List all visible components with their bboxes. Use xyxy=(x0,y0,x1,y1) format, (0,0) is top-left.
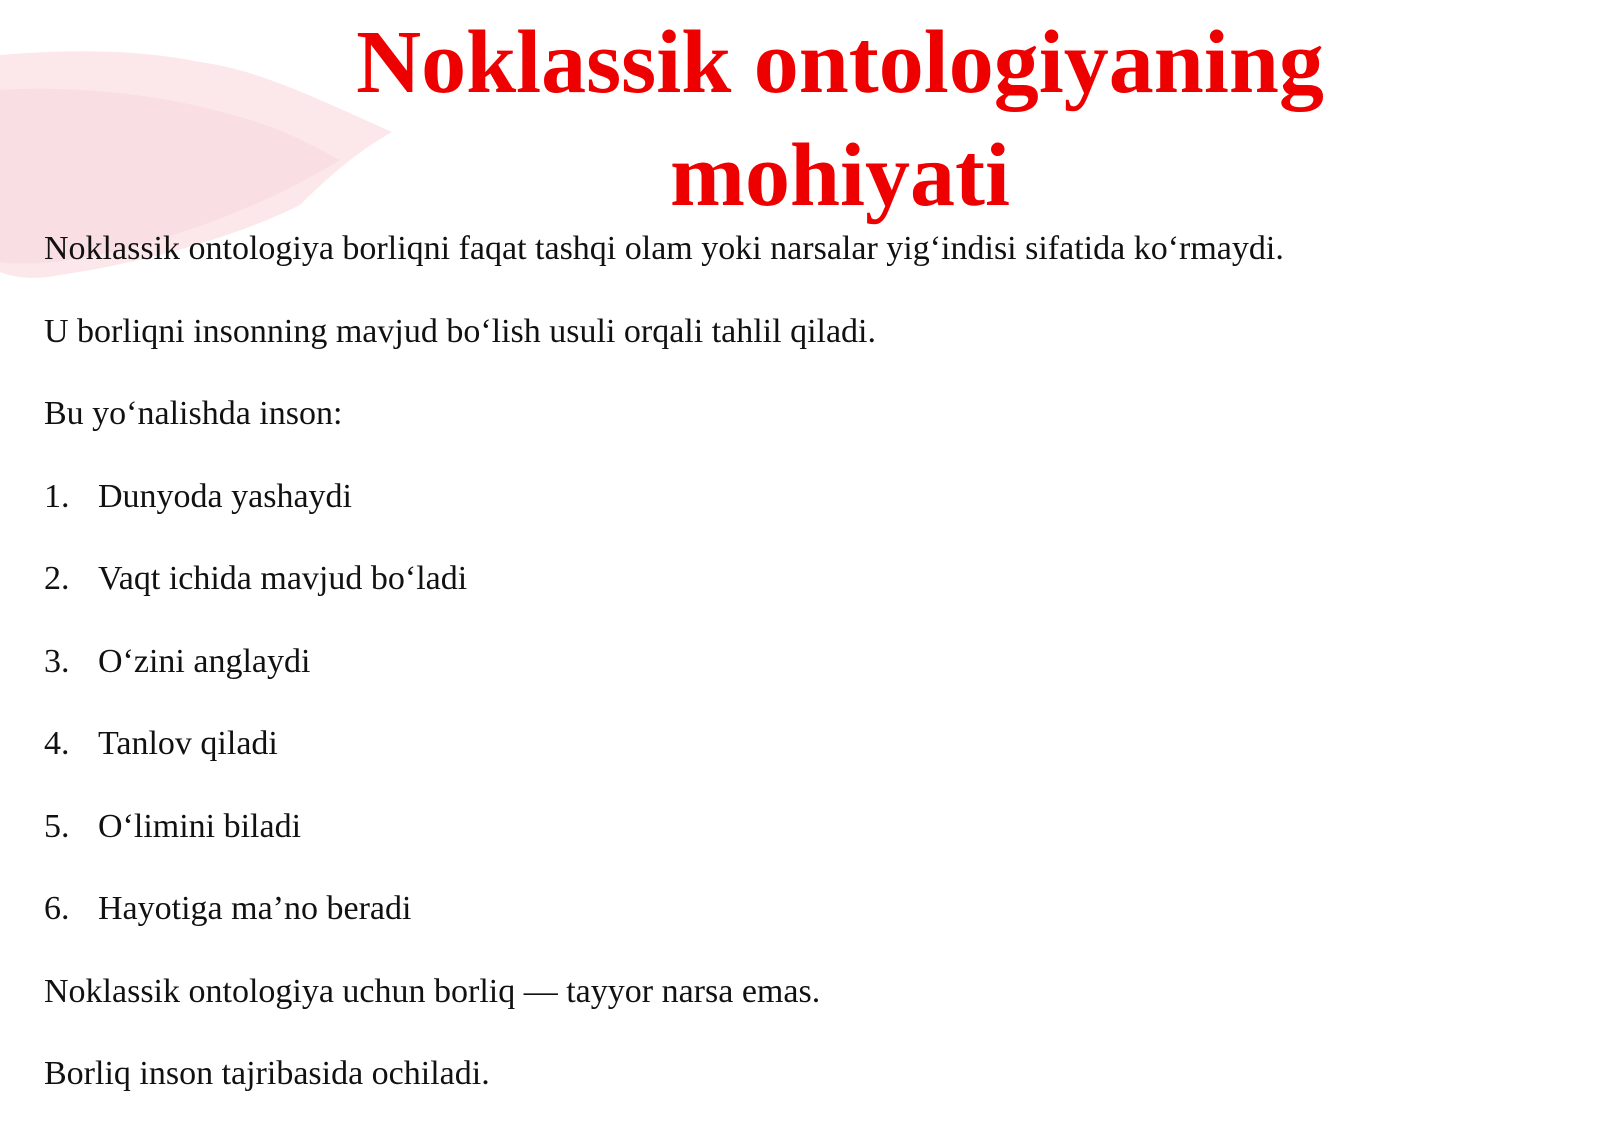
list-item xyxy=(44,718,1564,801)
list-item-text: Hayotiga ma’no beradi xyxy=(98,890,412,927)
list-item-text: Tanlov qiladi xyxy=(98,725,278,762)
list-item xyxy=(44,471,1564,554)
list-item xyxy=(44,636,1564,719)
closing-paragraph-1: Noklassik ontologiya uchun borliq — tayyor narsa emas. xyxy=(44,972,821,1010)
list-item-text: Dunyoda yashaydi xyxy=(98,477,353,515)
slide-body xyxy=(44,223,1564,1131)
list-item-number: 3. xyxy=(44,642,70,680)
list-item-text: O‘zini anglaydi xyxy=(98,642,311,680)
list-item xyxy=(44,553,1564,636)
list-item-number: 6. xyxy=(44,890,70,927)
list-item xyxy=(44,801,1564,884)
intro-paragraph-2: U borliqni insonning mavjud bo‘lish usuli orqali tahlil qiladi. xyxy=(44,312,877,350)
closing-paragraph-2: Borliq inson tajribasida ochiladi. xyxy=(44,1055,490,1092)
list-item-number: 5. xyxy=(44,807,70,845)
intro-paragraph-1: Noklassik ontologiya borliqni faqat tashqi olam yoki narsalar yig‘indisi sifatida ko‘rmaydi. xyxy=(44,230,1284,267)
list-item-number: 4. xyxy=(44,725,70,762)
slide-title-line-2: mohiyati xyxy=(669,126,1010,225)
list-item-text: O‘limini biladi xyxy=(98,807,302,845)
intro-paragraph-3: Bu yo‘nalishda inson: xyxy=(44,395,343,432)
list-item-number: 1. xyxy=(44,477,70,515)
list-item-number: 2. xyxy=(44,560,70,597)
list-item-text: Vaqt ichida mavjud bo‘ladi xyxy=(98,560,468,597)
list-item xyxy=(44,883,1564,966)
slide-title-line-1: Noklassik ontologiyaning xyxy=(356,13,1324,112)
